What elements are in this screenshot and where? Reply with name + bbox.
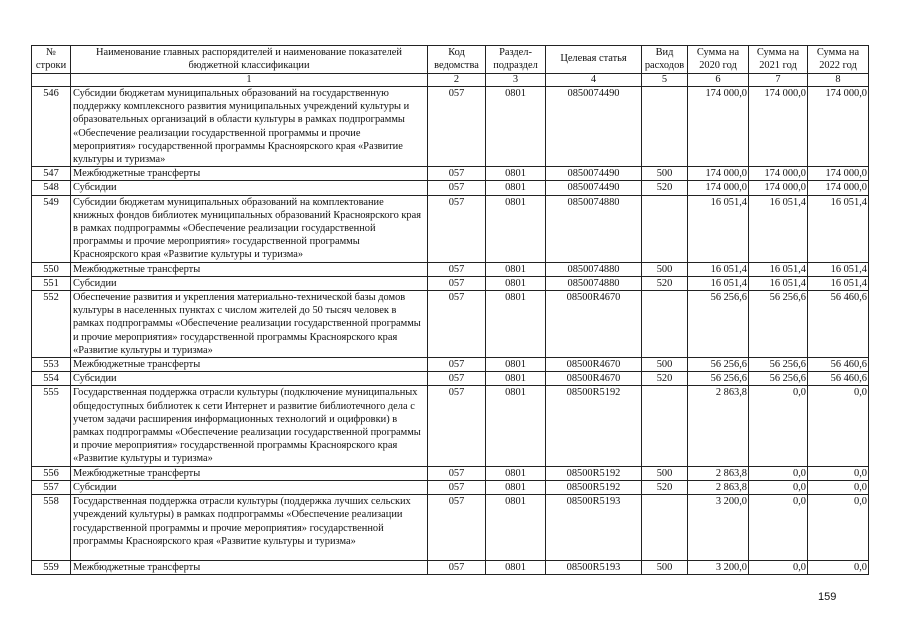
row-number: 549: [32, 195, 71, 262]
row-name: Межбюджетные трансферты: [71, 262, 428, 276]
row-dept-code: 057: [428, 480, 486, 494]
row-amount-2020: 2 863,8: [688, 466, 749, 480]
row-name: Межбюджетные трансферты: [71, 466, 428, 480]
index-cell: 2: [428, 74, 486, 87]
row-section-code: 0801: [486, 372, 546, 386]
budget-table: [31, 45, 869, 575]
table-row: [32, 495, 869, 561]
row-expense-type: 520: [642, 276, 688, 290]
row-target-article: 0850074880: [546, 195, 642, 262]
row-expense-type: 500: [642, 466, 688, 480]
row-number: 546: [32, 87, 71, 167]
table-row: [32, 262, 869, 276]
row-expense-type: [642, 386, 688, 466]
row-amount-2020: 174 000,0: [688, 167, 749, 181]
row-amount-2020: 16 051,4: [688, 195, 749, 262]
row-amount-2020: 174 000,0: [688, 87, 749, 167]
row-amount-2022: 56 460,6: [808, 358, 869, 372]
index-cell: 7: [749, 74, 808, 87]
row-amount-2021: 0,0: [749, 386, 808, 466]
row-expense-type: 500: [642, 167, 688, 181]
row-amount-2021: 0,0: [749, 480, 808, 494]
row-section-code: 0801: [486, 358, 546, 372]
row-amount-2022: 174 000,0: [808, 167, 869, 181]
row-section-code: 0801: [486, 561, 546, 575]
row-amount-2020: 3 200,0: [688, 495, 749, 561]
row-name: Субсидии: [71, 181, 428, 195]
row-number: 547: [32, 167, 71, 181]
row-target-article: 08500R4670: [546, 358, 642, 372]
row-amount-2021: 174 000,0: [749, 87, 808, 167]
table-row: [32, 372, 869, 386]
row-name: Межбюджетные трансферты: [71, 167, 428, 181]
row-section-code: 0801: [486, 480, 546, 494]
row-amount-2022: 16 051,4: [808, 195, 869, 262]
row-amount-2022: 56 460,6: [808, 291, 869, 358]
row-number: 556: [32, 466, 71, 480]
row-amount-2022: 174 000,0: [808, 87, 869, 167]
table-body: [32, 87, 869, 575]
header-2020: Сумма на 2020 год: [688, 46, 749, 74]
header-row: [32, 46, 869, 74]
row-dept-code: 057: [428, 276, 486, 290]
table-row: [32, 87, 869, 167]
row-section-code: 0801: [486, 276, 546, 290]
row-name: Государственная поддержка отрасли культуры (подключение муниципальных общедоступных библиотек к сети Интернет и развитие библиотечного дела с учетом задачи расширения информационных технологий и оцифровки) в рамках подпрограммы «Обеспечение реализации государственной программы и прочие мероприятия» государственной программы Красноярского края «Развитие культуры и туризма»: [71, 386, 428, 466]
row-expense-type: 500: [642, 262, 688, 276]
row-expense-type: 500: [642, 358, 688, 372]
row-target-article: 08500R4670: [546, 291, 642, 358]
index-cell: 3: [486, 74, 546, 87]
row-amount-2020: 16 051,4: [688, 276, 749, 290]
row-name: Субсидии: [71, 372, 428, 386]
row-amount-2020: 174 000,0: [688, 181, 749, 195]
row-number: 550: [32, 262, 71, 276]
row-number: 548: [32, 181, 71, 195]
row-section-code: 0801: [486, 386, 546, 466]
row-expense-type: [642, 195, 688, 262]
row-expense-type: 520: [642, 480, 688, 494]
row-number: 559: [32, 561, 71, 575]
row-dept-code: 057: [428, 195, 486, 262]
row-amount-2020: 56 256,6: [688, 372, 749, 386]
row-section-code: 0801: [486, 87, 546, 167]
row-amount-2022: 0,0: [808, 495, 869, 561]
row-dept-code: 057: [428, 291, 486, 358]
row-target-article: 08500R5192: [546, 466, 642, 480]
row-section-code: 0801: [486, 466, 546, 480]
row-name: Межбюджетные трансферты: [71, 358, 428, 372]
row-target-article: 0850074490: [546, 87, 642, 167]
row-name: Субсидии: [71, 480, 428, 494]
row-target-article: 0850074880: [546, 276, 642, 290]
row-amount-2021: 0,0: [749, 561, 808, 575]
table-row: [32, 358, 869, 372]
header-2021: Сумма на 2021 год: [749, 46, 808, 74]
row-amount-2022: 0,0: [808, 561, 869, 575]
row-target-article: 08500R4670: [546, 372, 642, 386]
row-number: 553: [32, 358, 71, 372]
header-2022: Сумма на 2022 год: [808, 46, 869, 74]
row-amount-2021: 16 051,4: [749, 262, 808, 276]
row-dept-code: 057: [428, 386, 486, 466]
column-index-row: [32, 74, 869, 87]
row-section-code: 0801: [486, 167, 546, 181]
header-num: № строки: [32, 46, 71, 74]
header-section: Раздел-подраздел: [486, 46, 546, 74]
row-dept-code: 057: [428, 167, 486, 181]
budget-sheet: [31, 45, 868, 575]
row-amount-2022: 0,0: [808, 386, 869, 466]
row-dept-code: 057: [428, 466, 486, 480]
row-dept-code: 057: [428, 561, 486, 575]
row-target-article: 0850074490: [546, 167, 642, 181]
row-number: 554: [32, 372, 71, 386]
table-row: [32, 386, 869, 466]
row-target-article: 08500R5192: [546, 480, 642, 494]
row-amount-2021: 56 256,6: [749, 291, 808, 358]
row-expense-type: 520: [642, 372, 688, 386]
row-dept-code: 057: [428, 358, 486, 372]
row-expense-type: [642, 291, 688, 358]
row-amount-2021: 16 051,4: [749, 276, 808, 290]
row-name: Субсидии: [71, 276, 428, 290]
table-row: [32, 276, 869, 290]
table-row: [32, 195, 869, 262]
header-name: Наименование главных распорядителей и наименование показателей бюджетной классификации: [71, 46, 428, 74]
row-dept-code: 057: [428, 262, 486, 276]
table-row: [32, 291, 869, 358]
row-amount-2021: 56 256,6: [749, 358, 808, 372]
row-dept-code: 057: [428, 181, 486, 195]
row-target-article: 0850074490: [546, 181, 642, 195]
row-amount-2020: 56 256,6: [688, 358, 749, 372]
row-number: 552: [32, 291, 71, 358]
row-amount-2021: 174 000,0: [749, 181, 808, 195]
row-section-code: 0801: [486, 495, 546, 561]
row-amount-2022: 174 000,0: [808, 181, 869, 195]
index-cell: 4: [546, 74, 642, 87]
header-target: Целевая статья: [546, 46, 642, 74]
row-section-code: 0801: [486, 262, 546, 276]
header-dept: Код ведомства: [428, 46, 486, 74]
table-row: [32, 480, 869, 494]
index-cell: 6: [688, 74, 749, 87]
row-number: 558: [32, 495, 71, 561]
row-dept-code: 057: [428, 87, 486, 167]
row-amount-2020: 3 200,0: [688, 561, 749, 575]
row-amount-2021: 0,0: [749, 495, 808, 561]
row-amount-2021: 16 051,4: [749, 195, 808, 262]
row-expense-type: 520: [642, 181, 688, 195]
row-dept-code: 057: [428, 372, 486, 386]
row-amount-2020: 2 863,8: [688, 480, 749, 494]
row-number: 551: [32, 276, 71, 290]
row-amount-2022: 0,0: [808, 466, 869, 480]
row-amount-2021: 56 256,6: [749, 372, 808, 386]
row-amount-2020: 16 051,4: [688, 262, 749, 276]
row-target-article: 08500R5193: [546, 561, 642, 575]
row-name: Обеспечение развития и укрепления материально-технической базы домов культуры в населенных пунктах с числом жителей до 50 тысяч человек в рамках подпрограммы «Обеспечение реализации государственной программы и прочие мероприятия» государственной программы Красноярского края «Развитие культуры и туризма»: [71, 291, 428, 358]
row-amount-2022: 56 460,6: [808, 372, 869, 386]
row-amount-2021: 0,0: [749, 466, 808, 480]
row-expense-type: 500: [642, 561, 688, 575]
row-target-article: 0850074880: [546, 262, 642, 276]
table-row: [32, 466, 869, 480]
page-number: 159: [818, 591, 837, 603]
table-row: [32, 181, 869, 195]
header-type: Вид расходов: [642, 46, 688, 74]
row-amount-2022: 16 051,4: [808, 276, 869, 290]
row-name: Государственная поддержка отрасли культуры (поддержка лучших сельских учреждений культуры) в рамках подпрограммы «Обеспечение реализации государственной программы и прочие мероприятия» государственной программы Красноярского края «Развитие культуры и туризма»: [71, 495, 428, 561]
row-dept-code: 057: [428, 495, 486, 561]
row-name: Субсидии бюджетам муниципальных образований на государственную поддержку комплексного развития муниципальных учреждений культуры и образовательных организаций в области культуры в рамках подпрограммы «Обеспечение реализации государственной программы и прочие мероприятия» государственной программы Красноярского края «Развитие культуры и туризма»: [71, 87, 428, 167]
row-name: Межбюджетные трансферты: [71, 561, 428, 575]
index-cell: 8: [808, 74, 869, 87]
row-number: 555: [32, 386, 71, 466]
row-amount-2022: 0,0: [808, 480, 869, 494]
index-cell: 5: [642, 74, 688, 87]
row-target-article: 08500R5192: [546, 386, 642, 466]
row-amount-2020: 56 256,6: [688, 291, 749, 358]
row-target-article: 08500R5193: [546, 495, 642, 561]
table-row: [32, 167, 869, 181]
index-cell: 1: [71, 74, 428, 87]
table-row: [32, 561, 869, 575]
row-section-code: 0801: [486, 195, 546, 262]
row-amount-2022: 16 051,4: [808, 262, 869, 276]
row-expense-type: [642, 87, 688, 167]
row-section-code: 0801: [486, 291, 546, 358]
row-amount-2020: 2 863,8: [688, 386, 749, 466]
row-number: 557: [32, 480, 71, 494]
row-amount-2021: 174 000,0: [749, 167, 808, 181]
index-cell: [32, 74, 71, 87]
row-expense-type: [642, 495, 688, 561]
row-name: Субсидии бюджетам муниципальных образований на комплектование книжных фондов библиотек муниципальных образований Красноярского края в рамках подпрограммы «Обеспечение реализации государственной программы и прочие мероприятия» государственной программы Красноярского края «Развитие культуры и туризма»: [71, 195, 428, 262]
row-section-code: 0801: [486, 181, 546, 195]
